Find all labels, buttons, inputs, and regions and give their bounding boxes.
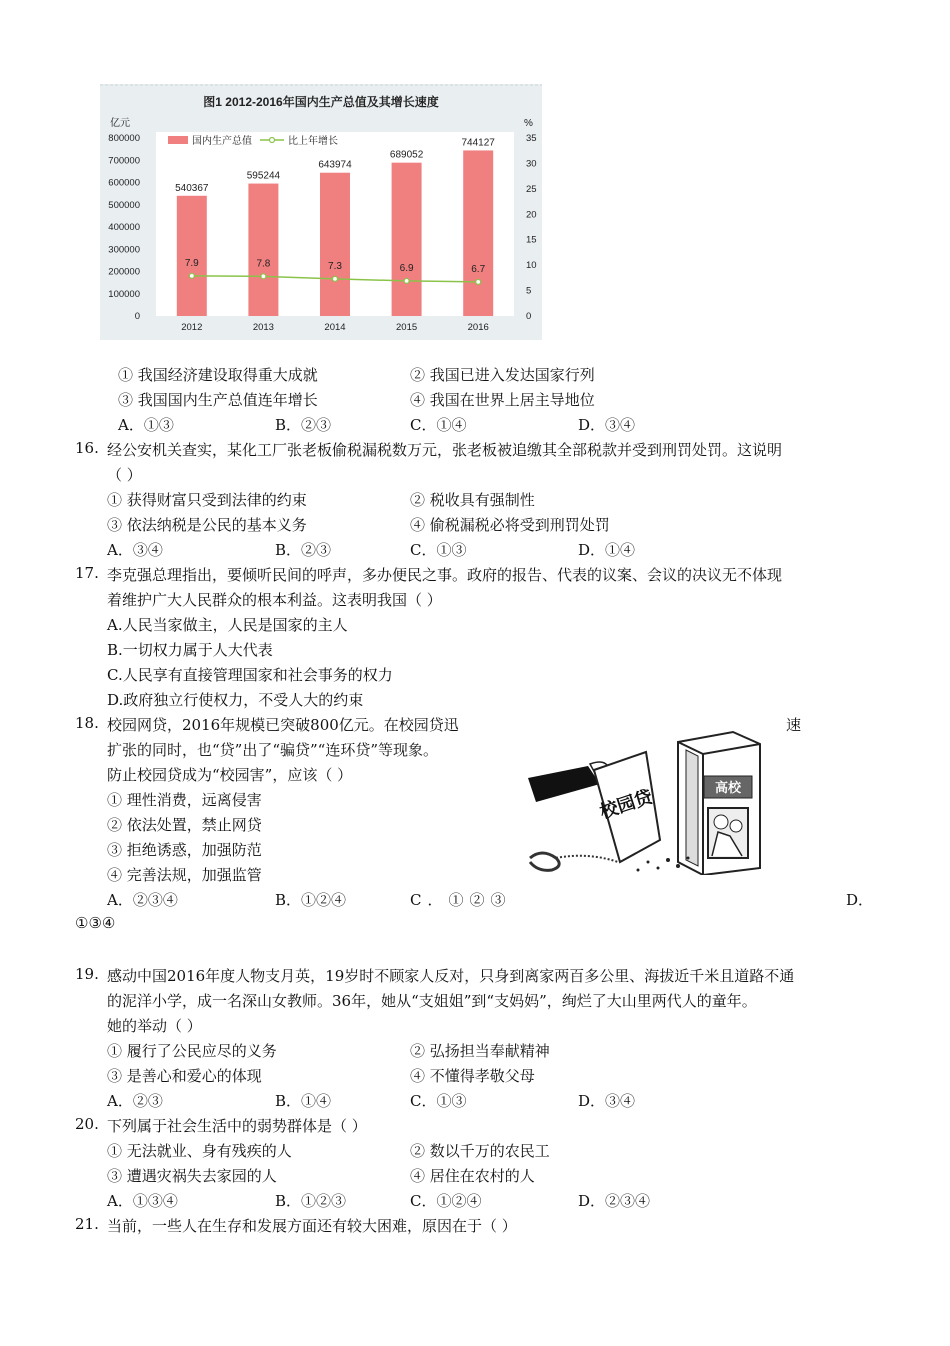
q18-stem-line2: 扩张的同时，也“贷”出了“骗贷”“连环贷”等现象。 (107, 741, 439, 759)
y-left-tick-label: 500000 (108, 199, 140, 211)
y-left-tick-label: 700000 (108, 155, 140, 167)
q20-stem-line1: 下列属于社会生活中的弱势群体是（ ） (107, 1117, 367, 1135)
q16-answer-a: A．③④ (107, 541, 163, 559)
q20-answer-c: C．①②④ (410, 1192, 482, 1210)
q19-stem-line1: 感动中国2016年度人物支月英，19岁时不顾家人反对，只身到离家两百多公里、海拔近千米且道路不通 (107, 967, 795, 985)
gdp-chart-svg (100, 84, 542, 340)
y-left-unit: 亿元 (110, 118, 130, 129)
q15-option-4: ④ 我国在世界上居主导地位 (410, 391, 595, 409)
q17-stem-line1: 李克强总理指出，要倾听民间的呼声，多办便民之事。政府的报告、代表的议案、会议的决议无不体现 (107, 566, 783, 584)
legend-growth-marker (270, 138, 275, 143)
q20-option-4: ④ 居住在农村的人 (410, 1167, 535, 1185)
campus-loan-illustration (528, 730, 763, 875)
q17-answer-a: A.人民当家做主，人民是国家的主人 (107, 616, 348, 634)
y-left-tick-label: 400000 (108, 222, 140, 233)
legend-growth-label: 比上年增长 (288, 136, 338, 147)
q15-answer-d: D．③④ (578, 416, 636, 434)
gdp-chart (100, 84, 542, 340)
q20-answer-b: B．①②③ (275, 1192, 347, 1210)
student-head (714, 815, 728, 829)
q19-option-2: ② 弘扬担当奉献精神 (410, 1042, 550, 1060)
q18-number: 18. (75, 714, 99, 732)
q15-option-1: ① 我国经济建设取得重大成就 (118, 366, 318, 384)
q16-option-4: ④ 偷税漏税必将受到刑罚处罚 (410, 516, 610, 534)
gdp-bar (248, 184, 278, 316)
growth-point (333, 276, 338, 281)
legend-gdp-label: 国内生产总值 (192, 136, 252, 147)
y-left-tick-label: 0 (134, 311, 140, 322)
book-label: 高校 (714, 781, 742, 796)
q19-answer-b: B．①④ (275, 1092, 332, 1110)
q18-answer-a: A．②③④ (107, 891, 178, 909)
q17-answer-b: B.一切权力属于人大代表 (107, 641, 273, 659)
sleeve (528, 766, 600, 802)
y-right-tick-label: 0 (526, 311, 532, 322)
q20-answer-d: D．②③④ (578, 1192, 651, 1210)
x-tick-label: 2012 (181, 322, 203, 333)
q19-stem-line3: 她的举动（ ） (107, 1017, 202, 1035)
q16-option-3: ③ 依法纳税是公民的基本义务 (107, 516, 307, 534)
q19-option-4: ④ 不懂得孝敬父母 (410, 1067, 535, 1085)
y-right-tick-label: 15 (526, 234, 537, 246)
q21-number: 21. (75, 1215, 99, 1233)
q18-option-3: ③ 拒绝诱惑，加强防范 (107, 841, 262, 859)
q19-stem-line2: 的泥洋小学，成一名深山女教师。36年，她从“支姐姐”到“支妈妈”，绚烂了大山里两代人的童年。 (107, 992, 757, 1010)
q16-answer-c: C．①③ (410, 541, 467, 559)
q18-stem-line1: 校园网贷，2016年规模已突破800亿元。在校园贷迅 (107, 716, 459, 734)
y-right-tick-label: 25 (526, 183, 537, 195)
q18-option-1: ① 理性消费，远离侵害 (107, 791, 262, 809)
x-tick-label: 2013 (252, 322, 274, 333)
q18-answer-b: B．①②④ (275, 891, 347, 909)
q20-number: 20. (75, 1115, 99, 1133)
y-right-tick-label: 10 (526, 260, 537, 272)
paper-label: 校园贷 (597, 786, 656, 824)
growth-point (189, 273, 194, 278)
noose (530, 853, 559, 870)
x-tick-label: 2016 (467, 322, 489, 333)
q15-answer-a: A．①③ (118, 416, 174, 434)
q17-answer-d: D.政府独立行使权力，不受人大的约束 (107, 691, 364, 709)
y-left-tick-label: 100000 (108, 288, 140, 300)
q16-answer-b: B．②③ (275, 541, 332, 559)
q19-option-1: ① 履行了公民应尽的义务 (107, 1042, 277, 1060)
q18-stem-line3: 防止校园贷成为“校园害”，应该（ ） (107, 766, 353, 784)
q15-answer-b: B．②③ (275, 416, 332, 434)
q17-answer-c: C.人民享有直接管理国家和社会事务的权力 (107, 666, 393, 684)
q18-answer-d-content: ①③④ (75, 914, 116, 932)
growth-label: 6.9 (399, 262, 414, 274)
y-right-tick-label: 5 (526, 285, 532, 297)
q20-option-2: ② 数以千万的农民工 (410, 1142, 550, 1160)
q18-stem-line1-end: 速 (786, 716, 802, 734)
q20-option-1: ① 无法就业、身有残疾的人 (107, 1142, 292, 1160)
growth-point (261, 274, 266, 279)
q18-option-4: ④ 完善法规，加强监管 (107, 866, 262, 884)
y-right-tick-label: 35 (526, 133, 537, 144)
q18-answer-d: D． (846, 891, 874, 909)
q20-option-3: ③ 遭遇灾祸失去家园的人 (107, 1167, 277, 1185)
y-left-tick-label: 200000 (108, 266, 140, 278)
growth-label: 7.8 (256, 258, 271, 270)
gdp-bar-label: 689052 (389, 149, 424, 161)
gdp-bar (392, 163, 422, 316)
q15-option-3: ③ 我国国内生产总值连年增长 (118, 391, 318, 409)
q16-number: 16. (75, 439, 99, 457)
y-left-tick-label: 800000 (108, 133, 140, 144)
gdp-bar-label: 744127 (461, 137, 495, 149)
y-left-tick-label: 600000 (108, 177, 140, 189)
gdp-bar-label: 595244 (246, 170, 281, 182)
legend-gdp-swatch (168, 136, 188, 144)
x-tick-label: 2015 (396, 322, 418, 333)
gdp-bar (177, 196, 207, 316)
growth-label: 7.3 (328, 260, 342, 272)
q16-stem-line1: 经公安机关查实，某化工厂张老板偷税漏税数万元，张老板被追缴其全部税款并受到刑罚处罚。这说明 (107, 441, 783, 459)
q21-stem-line1: 当前，一些人在生存和发展方面还有较大困难，原因在于（ ） (107, 1217, 517, 1235)
y-right-tick-label: 30 (526, 158, 537, 170)
gdp-bar (463, 150, 493, 316)
growth-label: 7.9 (184, 257, 199, 269)
y-right-unit: % (524, 118, 533, 129)
q19-answer-d: D．③④ (578, 1092, 636, 1110)
gdp-bar-label: 643974 (318, 159, 352, 171)
growth-label: 6.7 (471, 263, 486, 275)
q19-number: 19. (75, 965, 99, 983)
q16-stem-line2: （ ） (107, 466, 142, 484)
q17-stem-line2: 着维护广大人民群众的根本利益。这表明我国（ ） (107, 591, 442, 609)
q19-answer-a: A．②③ (107, 1092, 163, 1110)
q19-option-3: ③ 是善心和爱心的体现 (107, 1067, 262, 1085)
gdp-bar (320, 173, 350, 316)
chart-title: 图1 2012-2016年国内生产总值及其增长速度 (203, 95, 439, 109)
y-left-tick-label: 300000 (108, 244, 140, 256)
q16-option-1: ① 获得财富只受到法律的约束 (107, 491, 307, 509)
x-tick-label: 2014 (324, 322, 346, 333)
q18-option-2: ② 依法处置，禁止网贷 (107, 816, 262, 834)
q18-answer-c: C．①②③ (410, 891, 512, 909)
q15-answer-c: C．①④ (410, 416, 467, 434)
q19-answer-c: C．①③ (410, 1092, 467, 1110)
y-right-tick-label: 20 (526, 209, 537, 221)
growth-point (476, 279, 481, 284)
q20-answer-a: A．①③④ (107, 1192, 178, 1210)
q15-option-2: ② 我国已进入发达国家行列 (410, 366, 595, 384)
q16-answer-d: D．①④ (578, 541, 636, 559)
gdp-bar-label: 540367 (175, 182, 209, 194)
growth-point (404, 278, 409, 283)
q16-option-2: ② 税收具有强制性 (410, 491, 535, 509)
q17-number: 17. (75, 564, 99, 582)
